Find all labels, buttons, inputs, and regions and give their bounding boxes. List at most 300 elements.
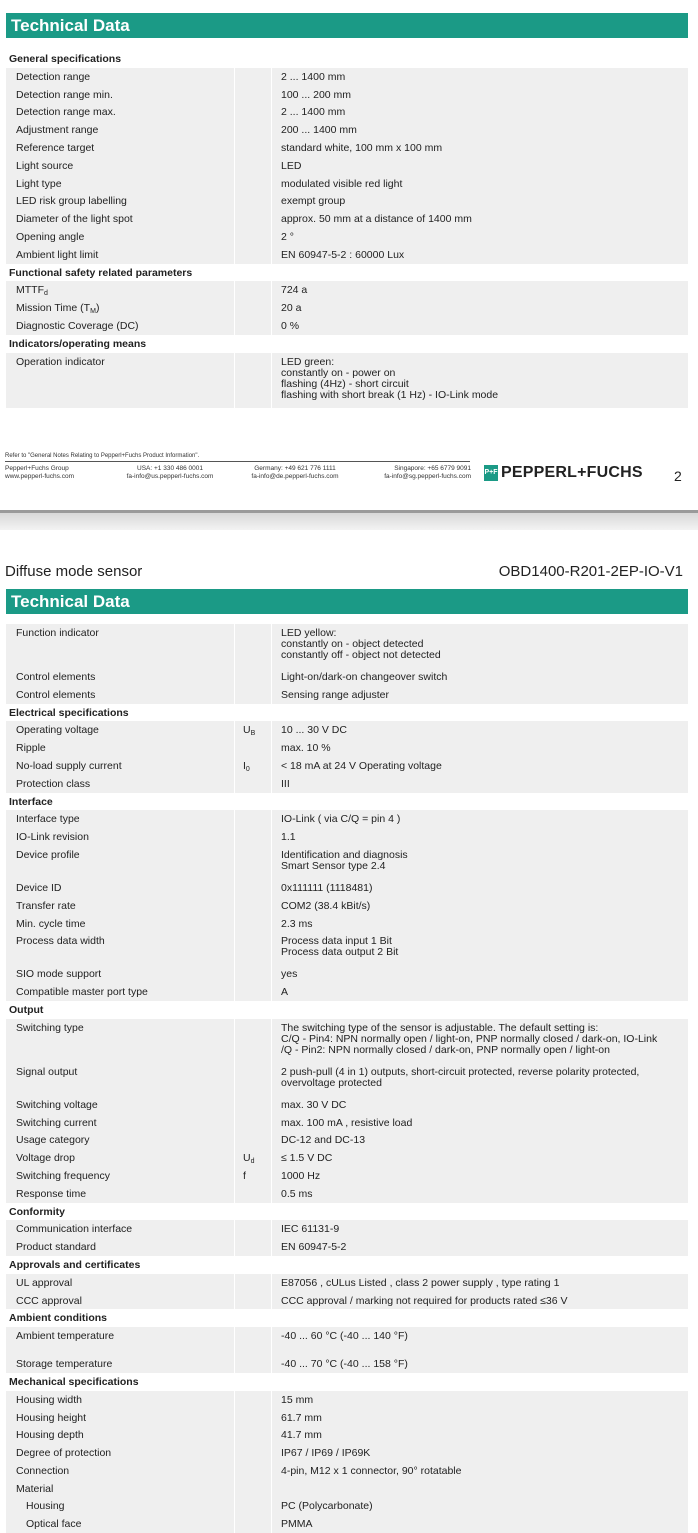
spec-value [281,72,668,83]
column-divider [234,846,235,879]
column-divider [271,1114,272,1132]
spec-value [281,321,668,332]
spec-value [281,672,668,683]
spec-value [281,1242,668,1253]
spec-symbol [243,761,250,775]
column-divider [271,828,272,846]
spec-label [16,1153,75,1164]
spec-label-text: Diameter of the light spot [16,213,133,226]
column-divider [234,915,235,933]
spec-label-text: Ambient light limit [16,248,99,261]
spec-label-text: Function indicator [16,627,99,639]
spec-label-text: Detection range min. [16,88,113,101]
spec-label-text: Signal output [16,1065,78,1078]
spec-value [281,725,668,736]
spec-value [281,1171,668,1182]
spec-row [6,139,688,157]
spec-label [16,969,101,980]
column-divider [234,1444,235,1462]
column-divider [271,157,272,175]
column-divider [234,1515,235,1533]
spec-value-line: 2.3 ms [281,917,313,930]
spec-value [281,969,668,980]
spec-value [281,919,668,930]
spec-value-line: LED [281,159,302,172]
column-divider [271,1019,272,1063]
spec-label [16,72,90,83]
spec-value-line: ≤ 1.5 V DC [281,1152,333,1165]
spec-symbol-subscript: 0 [245,765,250,773]
spec-value-line: Smart Sensor type 2.4 [281,859,386,872]
spec-table-continued [6,624,688,1533]
spec-value [281,814,668,825]
footer-contact-group [5,465,74,481]
spec-row [6,1063,688,1096]
spec-table-general [6,50,688,408]
spec-value-line: 0.5 ms [281,1187,313,1200]
spec-label [16,1296,82,1307]
spec-value-line: III [281,777,290,790]
spec-value [281,1395,668,1406]
spec-row [6,775,688,793]
spec-value [281,1296,668,1307]
column-divider [234,624,235,668]
spec-value-line: LED yellow: [281,627,337,639]
spec-label [16,143,94,154]
spec-label-text: CCC approval [16,1294,82,1307]
column-divider [271,68,272,86]
footer-group-name: Pepperl+Fuchs Group [5,465,69,472]
spec-row [6,846,688,879]
spec-value [281,761,668,772]
spec-value [281,883,668,894]
spec-label-text: Product standard [16,1241,96,1254]
column-divider [271,1409,272,1427]
spec-value [281,1466,668,1477]
spec-row [6,1355,688,1373]
spec-row [6,1185,688,1203]
spec-row [6,668,688,686]
spec-value [281,832,668,843]
spec-label [16,779,90,790]
spec-label-text: Diagnostic Coverage (DC) [16,319,139,332]
spec-label-text: Material [16,1482,54,1495]
spec-label-text: Device profile [16,848,80,861]
spec-value-line: DC-12 and DC-13 [281,1134,366,1147]
column-divider [271,1238,272,1256]
column-divider [271,1274,272,1292]
spec-label-text: Housing [26,1500,65,1513]
spec-row [6,246,688,264]
section-title: Conformity [9,1205,65,1218]
spec-label-text: Optical face [26,1518,82,1531]
product-category: Diffuse mode sensor [5,563,143,580]
section-heading [6,50,688,68]
column-divider [271,1515,272,1533]
spec-value-line: constantly off - object not detected [281,649,441,661]
column-divider [271,1391,272,1409]
spec-value-line: /Q - Pin2: NPN normally closed / dark-on, PNP normally open / light-on [281,1043,610,1056]
section-heading [6,264,688,282]
spec-value-line: max. 100 mA , resistive load [281,1116,413,1129]
spec-label [16,179,62,190]
spec-label [16,1224,132,1235]
spec-value-line: 2 ° [281,230,294,243]
column-divider [271,932,272,965]
spec-symbol-text: f [243,1169,246,1182]
spec-label-text: Adjustment range [16,124,99,137]
spec-value-line: 61.7 mm [281,1411,322,1424]
column-divider [234,68,235,86]
spec-symbol [243,1171,246,1182]
spec-value-line: 10 ... 30 V DC [281,724,347,737]
spec-label [16,125,98,136]
spec-row [6,1444,688,1462]
general-notes-reference: Refer to "General Notes Relating to Pepperl+Fuchs Product Information". [5,453,200,459]
spec-value-line: exempt group [281,195,346,208]
spec-row [6,932,688,965]
spec-label [16,1448,111,1459]
spec-row [6,121,688,139]
spec-label-text: Connection [16,1464,70,1477]
spec-value [281,1359,668,1370]
spec-label-text: Communication interface [16,1223,133,1236]
column-divider [234,686,235,704]
column-divider [271,686,272,704]
column-divider [271,353,272,408]
spec-value-line: COM2 (38.4 kBit/s) [281,899,371,912]
column-divider [234,1167,235,1185]
spec-value [281,357,668,401]
spec-label-text: Switching current [16,1116,97,1129]
spec-label-text: Operation indicator [16,355,105,368]
spec-label-text: Housing depth [16,1429,84,1442]
column-divider [234,1063,235,1096]
column-divider [271,965,272,983]
column-divider [234,828,235,846]
spec-label [16,1171,110,1182]
spec-label [16,161,73,172]
page-break [0,510,698,530]
spec-label [16,814,80,825]
column-divider [234,86,235,104]
spec-value [281,1430,668,1441]
spec-value-line: Process data input 1 Bit [281,935,392,948]
footer-usa-phone: USA: +1 330 486 0001 [137,465,203,472]
spec-value [281,628,668,661]
spec-label [16,883,62,894]
column-divider [271,139,272,157]
spec-label [16,357,105,368]
section-heading [6,335,688,353]
footer-group-web[interactable]: www.pepperl-fuchs.com [5,473,74,480]
spec-value-line: overvoltage protected [281,1076,382,1089]
spec-row [6,210,688,228]
spec-value [281,143,668,154]
spec-row [6,175,688,193]
spec-row [6,1497,688,1515]
spec-row [6,192,688,210]
spec-row [6,1238,688,1256]
spec-value [281,232,668,243]
column-divider [271,281,272,299]
spec-value [281,250,668,261]
spec-label-text: Min. cycle time [16,917,86,930]
spec-row [6,317,688,335]
spec-label [16,1242,96,1253]
footer-contact-singapore [365,465,471,481]
spec-value-line: IO-Link ( via C/Q = pin 4 ) [281,813,401,826]
spec-value-line: Light-on/dark-on changeover switch [281,671,448,683]
column-divider [234,668,235,686]
column-divider [271,668,272,686]
column-divider [271,1185,272,1203]
column-divider [271,624,272,668]
footer-usa-email[interactable]: fa-info@us.pepperl-fuchs.com [126,473,214,480]
spec-label-subscript: d [44,290,48,298]
spec-row [6,897,688,915]
spec-value-line: -40 ... 60 °C (-40 ... 140 °F) [281,1330,408,1343]
spec-value-line: 1000 Hz [281,1169,321,1182]
pepperl-fuchs-logo [484,463,643,483]
spec-row [6,1292,688,1310]
spec-value [281,1189,668,1200]
column-divider [271,299,272,317]
spec-value-line: 724 a [281,284,308,297]
column-divider [234,1019,235,1063]
column-divider [271,721,272,739]
spec-value [281,936,668,958]
spec-label [26,1519,81,1530]
column-divider [234,353,235,408]
spec-label [16,232,84,243]
spec-row [6,103,688,121]
spec-row [6,353,688,408]
spec-label-text: Opening angle [16,230,85,243]
column-divider [234,139,235,157]
spec-label-text: Ripple [16,742,46,755]
spec-label [16,690,95,701]
column-divider [271,246,272,264]
spec-label-text: Storage temperature [16,1358,113,1371]
spec-value-line: IEC 61131-9 [281,1223,340,1236]
spec-value [281,901,668,912]
spec-row [6,915,688,933]
column-divider [271,879,272,897]
spec-symbol-text: I [243,759,246,772]
spec-label-text: Reference target [16,141,95,154]
spec-row [6,810,688,828]
spec-row [6,828,688,846]
column-divider [234,879,235,897]
spec-row [6,624,688,668]
footer-germany-phone: Germany: +49 621 776 1111 [254,465,336,472]
column-divider [271,192,272,210]
spec-value-line: constantly on - power on [281,366,396,379]
column-divider [234,1426,235,1444]
spec-value-line: modulated visible red light [281,177,403,190]
column-divider [234,175,235,193]
spec-label-text: Light source [16,159,74,172]
spec-value-line: 1.1 [281,831,296,844]
spec-row [6,1220,688,1238]
column-divider [271,1220,272,1238]
column-divider [271,103,272,121]
spec-label [16,832,89,843]
spec-value [281,1100,668,1111]
column-divider [271,228,272,246]
column-divider [271,846,272,879]
column-divider [271,1355,272,1373]
spec-label [26,1501,65,1512]
column-divider [234,932,235,965]
section-title: Approvals and certificates [9,1258,141,1271]
spec-row [6,1462,688,1480]
spec-label-subscript: M [90,308,96,316]
spec-label [16,850,80,861]
spec-label-text: Operating voltage [16,724,99,737]
spec-label-text: Process data width [16,935,105,948]
spec-row [6,721,688,739]
section-title: General specifications [9,53,122,65]
column-divider [234,965,235,983]
column-divider [234,1096,235,1114]
spec-value-line: 2 push-pull (4 in 1) outputs, short-circuit protected, reverse polarity protected, [281,1065,640,1078]
section-title: Output [9,1003,44,1016]
footer-germany-email[interactable]: fa-info@de.pepperl-fuchs.com [251,473,339,480]
column-divider [271,121,272,139]
spec-value-line: PMMA [281,1518,313,1531]
spec-value-line: C/Q - Pin4: NPN normally open / light-on, PNP normally closed / dark-on, IO-Link [281,1032,658,1045]
spec-label [16,936,105,947]
spec-label [16,901,76,912]
column-divider [234,983,235,1001]
spec-value-line: 2 ... 1400 mm [281,70,346,83]
spec-value-line: E87056 , cULus Listed , class 2 power supply , type rating 1 [281,1276,560,1289]
column-divider [271,1292,272,1310]
column-divider [271,739,272,757]
column-divider [234,1149,235,1167]
column-divider [234,1409,235,1427]
column-divider [234,157,235,175]
section-title: Indicators/operating means [9,337,147,350]
spec-label [16,1118,97,1129]
spec-row [6,228,688,246]
spec-label-text: Light type [16,177,62,190]
spec-value [281,1067,668,1089]
column-divider [271,175,272,193]
column-divider [234,228,235,246]
product-model: OBD1400-R201-2EP-IO-V1 [498,563,683,580]
column-divider [271,317,272,335]
spec-row [6,686,688,704]
spec-value [281,1153,668,1164]
spec-value-line: yes [281,968,298,981]
column-divider [234,1220,235,1238]
spec-label-tail: ) [95,302,100,315]
spec-value-line: A [281,986,289,999]
column-divider [234,775,235,793]
spec-value-line: 2 ... 1400 mm [281,106,346,119]
spec-value-line: < 18 mA at 24 V Operating voltage [281,759,442,772]
column-divider [271,210,272,228]
spec-label-text: Switching type [16,1021,84,1034]
spec-row [6,1114,688,1132]
column-divider [271,86,272,104]
section-title: Ambient conditions [9,1312,107,1325]
spec-value [281,196,668,207]
spec-value-line: 4-pin, M12 x 1 connector, 90° rotatable [281,1464,462,1477]
spec-label-text: Control elements [16,688,96,701]
spec-row [6,1480,688,1498]
spec-value [281,1501,668,1512]
spec-row [6,1019,688,1063]
spec-label [16,761,122,772]
spec-value [281,125,668,136]
spec-row [6,68,688,86]
spec-row [6,983,688,1001]
spec-label [16,1278,72,1289]
spec-label [16,1359,112,1370]
spec-label [16,196,127,207]
spec-symbol-subscript: d [250,1158,255,1166]
column-divider [234,1274,235,1292]
footer-singapore-email[interactable]: fa-info@sg.pepperl-fuchs.com [384,473,471,480]
spec-row [6,299,688,317]
column-divider [234,121,235,139]
spec-label [16,107,116,118]
spec-row [6,86,688,104]
column-divider [234,739,235,757]
spec-row [6,1131,688,1149]
spec-label-text: Ambient temperature [16,1330,115,1343]
column-divider [271,1426,272,1444]
spec-value-line: 0x111111 (1118481) [281,881,373,894]
spec-value [281,1331,668,1342]
footer-divider [5,461,470,462]
column-divider [271,810,272,828]
spec-label [16,1395,82,1406]
spec-label-text: Device ID [16,881,62,894]
spec-label-text: Housing width [16,1393,82,1406]
spec-row [6,1515,688,1533]
spec-label [16,1100,98,1111]
page-number: 2 [674,468,682,484]
spec-label [16,672,95,683]
spec-value [281,285,668,296]
column-divider [234,1497,235,1515]
spec-value-line: The switching type of the sensor is adjustable. The default setting is: [281,1021,599,1034]
spec-value [281,1278,668,1289]
spec-value-line: Identification and diagnosis [281,848,408,861]
spec-value [281,107,668,118]
spec-label-text: Housing height [16,1411,87,1424]
spec-value-line: IP67 / IP69 / IP69K [281,1447,371,1460]
spec-value [281,779,668,790]
spec-label [16,1023,84,1034]
spec-label [16,1430,84,1441]
spec-label [16,1331,114,1342]
spec-value [281,179,668,190]
spec-value-line: 20 a [281,302,302,315]
column-divider [234,317,235,335]
spec-value-line: 15 mm [281,1393,314,1406]
column-divider [234,1292,235,1310]
spec-label-text: Response time [16,1187,87,1200]
column-divider [271,1167,272,1185]
spec-value [281,90,668,101]
spec-row [6,1274,688,1292]
